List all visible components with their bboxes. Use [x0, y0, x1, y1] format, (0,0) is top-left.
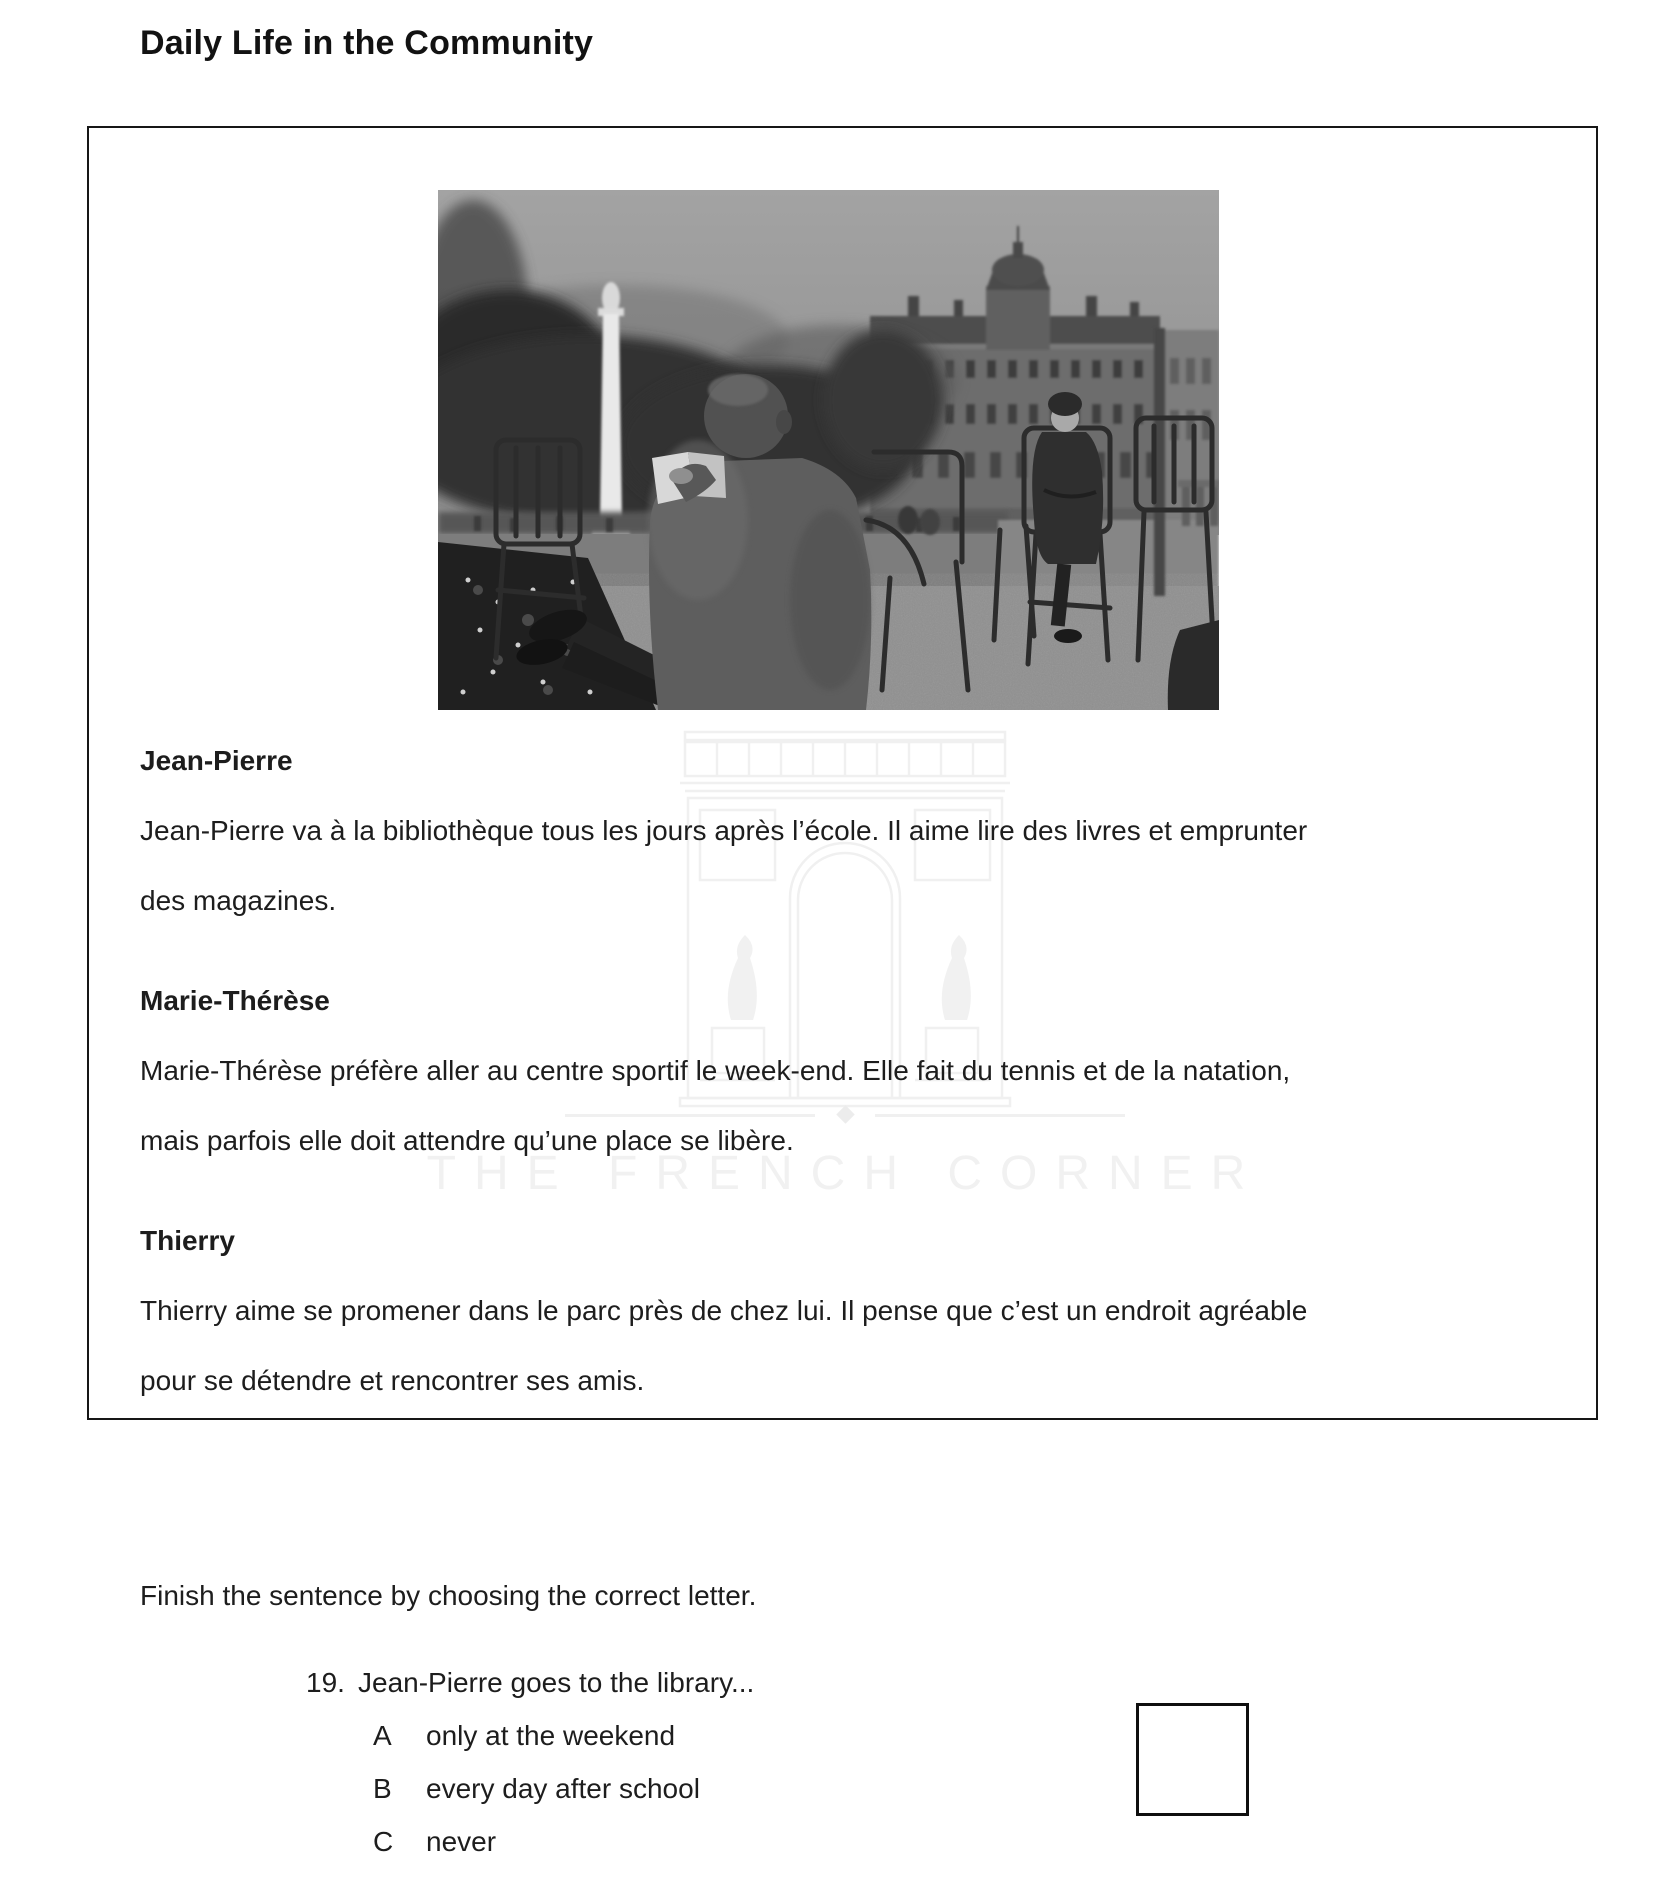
option-text-b: every day after school — [426, 1773, 700, 1804]
option-letter-a: A — [373, 1720, 392, 1751]
watermark-divider-left — [565, 1114, 815, 1117]
option-text-a: only at the weekend — [426, 1720, 676, 1751]
passage-line: mais parfois elle doit attendre qu’une place se libère. — [140, 1125, 794, 1156]
question-number: 19. — [306, 1667, 345, 1698]
section-heading-marie-therese: Marie-Thérèse — [140, 985, 330, 1016]
passage-line: Marie-Thérèse préfère aller au centre sportif le week-end. Elle fait du tennis et de la natation, — [140, 1055, 1291, 1086]
passage-line: Thierry aime se promener dans le parc près de chez lui. Il pense que c’est un endroit agréable — [140, 1295, 1308, 1326]
watermark-text: THE FRENCH CORNER — [426, 1147, 1264, 1200]
passage-line: Jean-Pierre va à la bibliothèque tous les jours après l’école. Il aime lire des livres et emprunter — [140, 815, 1308, 846]
french-corner-watermark-logo — [660, 728, 1030, 1108]
option-text-c: never — [426, 1826, 497, 1857]
watermark-divider-right — [875, 1114, 1125, 1117]
option-letter-c: C — [373, 1826, 394, 1857]
section-heading-jean-pierre: Jean-Pierre — [140, 745, 293, 776]
passage-line: pour se détendre et rencontrer ses amis. — [140, 1365, 645, 1396]
option-letter-b: B — [373, 1773, 392, 1804]
question-text: Jean-Pierre goes to the library... — [358, 1667, 755, 1698]
passage-line: des magazines. — [140, 885, 337, 916]
task-instruction: Finish the sentence by choosing the correct letter. — [140, 1580, 757, 1611]
page-title: Daily Life in the Community — [140, 24, 594, 62]
answer-box[interactable] — [1136, 1703, 1249, 1816]
passage-photo — [438, 190, 1219, 710]
section-heading-thierry: Thierry — [140, 1225, 235, 1256]
